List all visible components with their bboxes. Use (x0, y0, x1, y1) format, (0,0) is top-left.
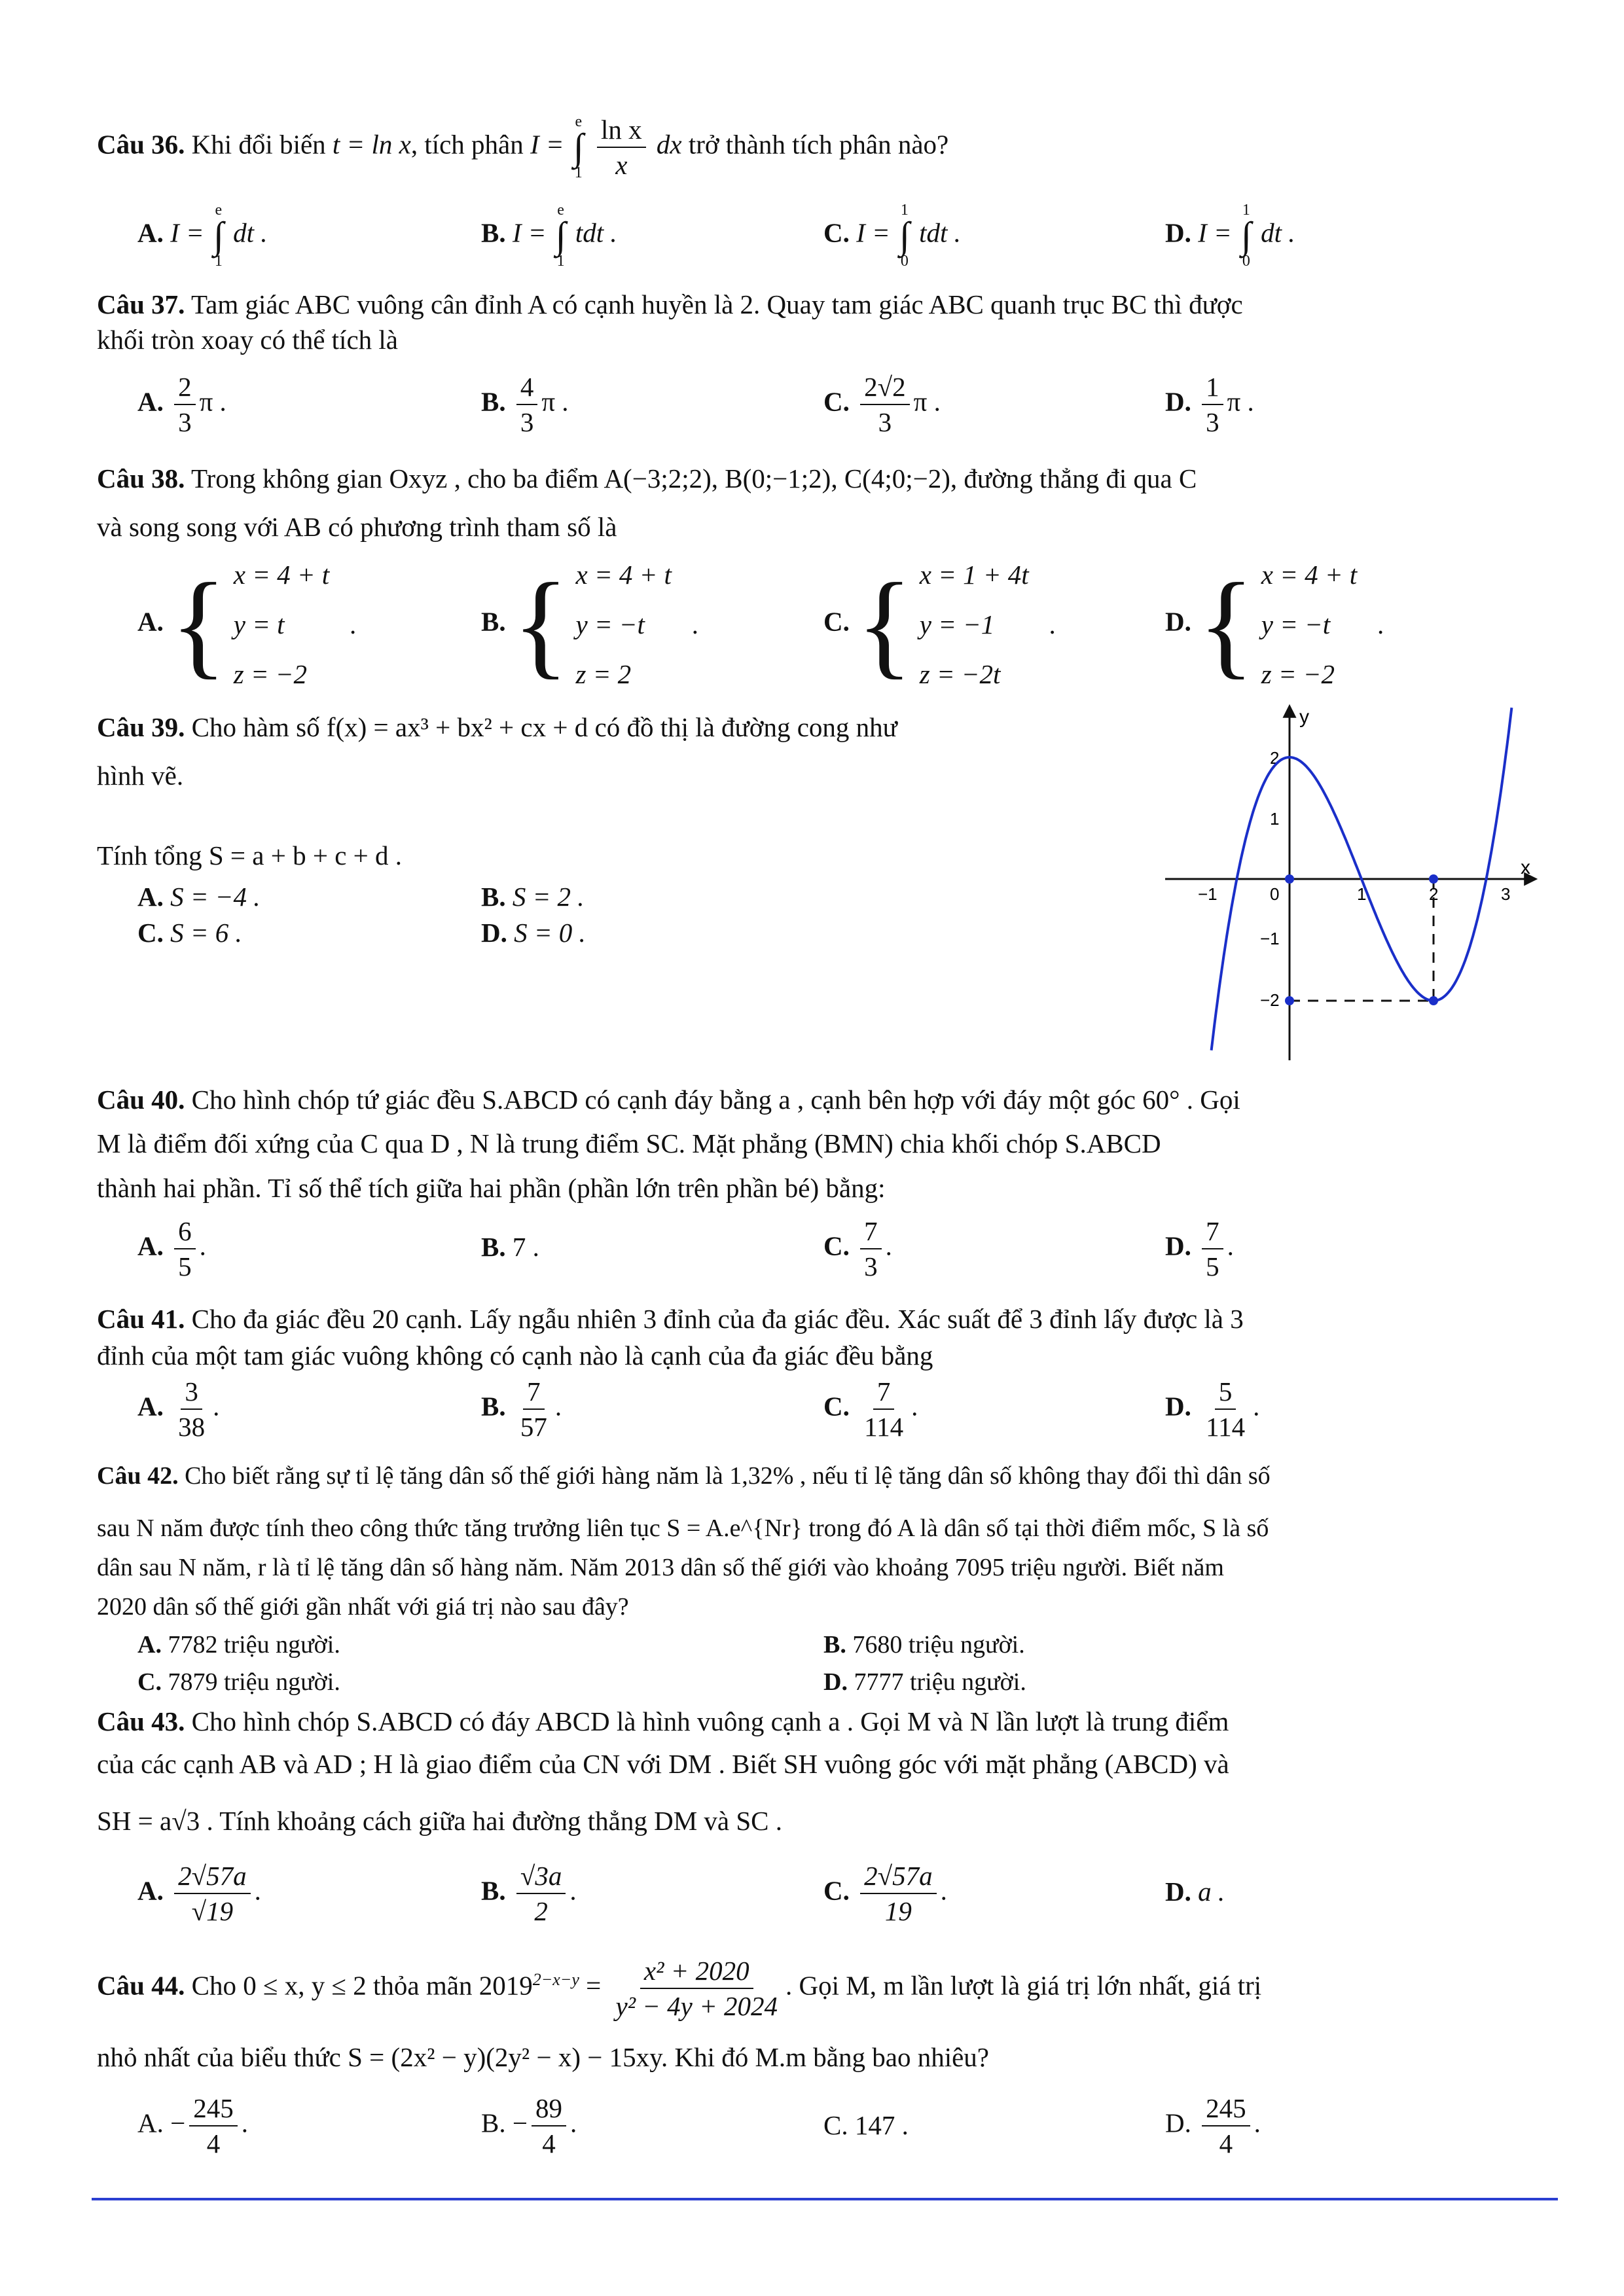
option-lhs: I = (512, 217, 547, 248)
numerator: 89 (532, 2091, 566, 2126)
left-brace: { (1198, 559, 1255, 689)
denominator: 3 (864, 1251, 878, 1282)
point-local-min (1429, 996, 1438, 1005)
q37-line1: Tam giác ABC vuông cân đỉnh A có cạnh huyền là 2. Quay tam giác ABC quanh trục BC thì được (190, 289, 1243, 319)
q36-substitution: t = ln x (332, 129, 411, 160)
denominator: 5 (178, 1251, 192, 1282)
q36-text-a: Khi đổi biến (191, 129, 326, 160)
point-origin (1285, 874, 1294, 884)
lower-limit: 0 (900, 253, 909, 270)
option-label: B. (481, 1232, 506, 1262)
q42-option-c[interactable] (137, 1666, 340, 1698)
option-label: D. (1165, 386, 1191, 417)
option-label: C. (823, 1391, 850, 1422)
option-label: D. (481, 918, 507, 948)
q40-option-d[interactable] (1165, 1214, 1234, 1283)
left-brace: { (856, 559, 913, 689)
option-body: tdt . (575, 217, 617, 248)
q44-pre: Cho 0 ≤ x, y ≤ 2 thỏa mãn 2019 (191, 1970, 533, 2001)
option-label: D. (1165, 1230, 1191, 1261)
option-label: C. (823, 386, 850, 417)
equation: y = −t (575, 609, 645, 639)
option-tail: . (1227, 1230, 1234, 1261)
equation: x = 4 + t (575, 560, 672, 590)
q36-text-c: trở thành tích phân nào? (688, 129, 949, 160)
q39-line1: Cho hàm số f(x) = ax³ + bx² + cx + d có đồ thị là đường cong như (191, 712, 897, 742)
point-x2-axis (1429, 874, 1438, 884)
tick-x3: 3 (1501, 884, 1511, 904)
q38-option-b[interactable]: B. { x = 4 + t y = −t z = 2 . (481, 550, 698, 699)
equation-system (1261, 550, 1357, 699)
q44-label: Câu 44. (97, 1970, 185, 2001)
q44-option-c[interactable] (823, 2109, 909, 2142)
numerator: 5 (1215, 1374, 1236, 1410)
q36-text-b: , tích phân (410, 129, 524, 160)
option-label: B. (481, 386, 506, 417)
option-fraction (174, 1374, 209, 1444)
q44-option-d[interactable] (1165, 2091, 1261, 2161)
option-fraction (860, 1859, 937, 1928)
equation-system (576, 550, 672, 699)
q39-line3: Tính tổng S = a + b + c + d . (97, 840, 403, 870)
q43-option-c[interactable] (823, 1859, 947, 1928)
upper-limit: 1 (900, 202, 909, 219)
denominator: 114 (864, 1412, 904, 1442)
q44-exponent: 2−x−y (532, 1969, 579, 1989)
point-y-minus2 (1285, 996, 1294, 1005)
tick-ym1: −1 (1260, 929, 1280, 948)
option-label: D. (1165, 2108, 1191, 2138)
q36-integrand (597, 113, 646, 182)
integral-sign: ∫ (573, 126, 584, 168)
option-integral (899, 202, 910, 270)
option-label: A. (137, 1391, 164, 1422)
option-label: D. (1165, 606, 1191, 637)
option-tail: . (554, 1391, 562, 1422)
option-tail: . (254, 1875, 261, 1906)
upper-limit: e (215, 202, 223, 219)
q39-option-b[interactable] (481, 880, 585, 913)
denominator: 4 (542, 2128, 556, 2159)
q42-line3: dân sau N năm, r là tỉ lệ tăng dân số hàng năm. Năm 2013 dân số thế giới vào khoảng 7095 triệu người. Biết năm (97, 1554, 1224, 1581)
q38-option-d[interactable]: D. { x = 4 + t y = −t z = −2 . (1165, 550, 1384, 699)
option-label: A. (137, 2108, 164, 2138)
option-fraction (174, 1214, 196, 1283)
option-text: 7782 triệu người. (168, 1631, 340, 1659)
integral-sign: ∫ (1240, 214, 1252, 257)
q43-label: Câu 43. (97, 1706, 185, 1736)
q36-integral-lhs: I = (530, 129, 564, 160)
equation: z = −2t (919, 659, 1001, 689)
option-tail: . (1254, 2108, 1261, 2138)
integral-sign: ∫ (899, 214, 910, 257)
q37-label: Câu 37. (97, 289, 185, 319)
integral-sign: ∫ (213, 214, 224, 257)
q41-option-d[interactable] (1165, 1374, 1259, 1444)
option-fraction (1202, 1214, 1223, 1283)
option-fraction (860, 1214, 882, 1283)
option-tail: . (885, 1230, 892, 1261)
option-fraction (516, 1374, 551, 1444)
option-tail: . (911, 1391, 918, 1422)
integral-sign: ∫ (555, 214, 566, 257)
q44-den: y² − 4y + 2024 (615, 1991, 778, 2021)
option-label: A. (137, 1631, 162, 1659)
option-label: C. (823, 2110, 848, 2140)
equation: x = 4 + t (1261, 560, 1358, 590)
q38-line1: Trong không gian Oxyz , cho ba điểm A(−3;2;2), B(0;−1;2), C(4;0;−2), đường thẳng đi qua C (190, 463, 1197, 493)
option-fraction (860, 1374, 907, 1444)
left-brace: { (170, 559, 227, 689)
denominator: 4 (1219, 2128, 1233, 2159)
option-tail: . (569, 2108, 577, 2138)
q43-line1: Cho hình chóp S.ABCD có đáy ABCD là hình vuông cạnh a . Gọi M và N lần lượt là trung điểm (191, 1706, 1229, 1736)
tick-xm1: −1 (1198, 884, 1218, 904)
numerator: 7 (873, 1374, 895, 1410)
option-text: S = 6 . (170, 918, 242, 948)
option-body: tdt . (919, 217, 961, 248)
y-axis-label: y (1299, 706, 1309, 728)
q36-lower: 1 (574, 164, 583, 181)
q37-line2: khối tròn xoay có thể tích là (97, 325, 398, 355)
equation: y = −1 (919, 609, 995, 639)
q36-option-b[interactable] (481, 202, 617, 270)
option-text: S = −4 . (170, 882, 261, 912)
q42-option-b[interactable] (823, 1628, 1025, 1661)
option-tail: π . (541, 386, 569, 417)
q36-dx: dx (656, 129, 682, 160)
q36-option-c[interactable] (823, 202, 961, 270)
q38-stem-line1 (97, 462, 1197, 495)
equation: z = −2 (233, 659, 308, 689)
q40-line2: M là điểm đối xứng của C qua D , N là trung điểm SC. Mặt phẳng (BMN) chia khối chóp S.ABCD (97, 1128, 1161, 1158)
option-label: C. (137, 1668, 162, 1696)
q36-num: ln x (597, 113, 646, 148)
option-lhs: I = (856, 217, 890, 248)
option-sign: − (170, 2108, 186, 2138)
q44-num: x² + 2020 (640, 1954, 753, 1989)
q36-den: x (615, 150, 628, 180)
q44-line2: nhỏ nhất của biểu thức S = (2x² − y)(2y² − x) − 15xy. Khi đó M.m bằng bao nhiêu? (97, 2042, 989, 2072)
tick-y1: 1 (1270, 809, 1280, 829)
option-text: 7680 triệu người. (852, 1631, 1025, 1659)
q38-option-c[interactable]: C. { x = 1 + 4t y = −1 z = −2t . (823, 550, 1056, 699)
option-tail: . (569, 1875, 577, 1906)
option-fraction (860, 370, 910, 439)
denominator: 57 (520, 1412, 547, 1442)
q43-option-a[interactable] (137, 1859, 261, 1928)
equation-system (920, 550, 1029, 699)
equation: z = −2 (1261, 659, 1335, 689)
numerator: 2 (174, 370, 196, 405)
equation-system (234, 550, 329, 699)
option-tail: . (1253, 1391, 1260, 1422)
upper-limit: e (557, 202, 564, 219)
option-label: B. (823, 1631, 846, 1659)
option-fraction (516, 370, 538, 439)
q37-option-d[interactable] (1165, 370, 1254, 439)
denominator: 19 (884, 1896, 912, 1926)
option-lhs: I = (170, 217, 204, 248)
option-body: dt . (1261, 217, 1295, 248)
option-text: 7879 triệu người. (168, 1668, 340, 1696)
q39-label: Câu 39. (97, 712, 185, 742)
q36-upper: e (575, 113, 583, 130)
q43-line3: SH = a√3 . Tính khoảng cách giữa hai đường thẳng DM và SC . (97, 1806, 783, 1836)
option-label: A. (137, 1875, 164, 1906)
option-label: A. (137, 882, 164, 912)
numerator: 4 (516, 370, 538, 405)
q39-option-c[interactable] (137, 916, 242, 949)
q39-stem-line1 (97, 711, 897, 744)
option-fraction (1202, 1374, 1249, 1444)
option-integral (213, 202, 224, 270)
numerator: √3a (516, 1859, 566, 1894)
lower-limit: 0 (1242, 253, 1250, 270)
option-fraction (174, 370, 196, 439)
q43-option-d[interactable] (1165, 1875, 1225, 1908)
option-text: 147 . (854, 2110, 909, 2140)
option-label: B. (481, 2108, 506, 2138)
option-fraction (516, 1859, 566, 1928)
option-label: A. (137, 386, 164, 417)
equation: y = −t (1261, 609, 1331, 639)
denominator: 5 (1206, 1251, 1219, 1282)
option-tail: . (213, 1391, 220, 1422)
denominator: 3 (878, 407, 892, 437)
q44-fraction (612, 1954, 782, 2023)
q43-line2: của các cạnh AB và AD ; H là giao điểm của CN với DM . Biết SH vuông góc với mặt phẳng (ABCD) và (97, 1749, 1229, 1779)
q39-option-d[interactable] (481, 916, 586, 949)
option-text: 7777 triệu người. (854, 1668, 1026, 1696)
q42-option-d[interactable] (823, 1666, 1026, 1698)
q39-option-a[interactable] (137, 880, 260, 913)
equation: x = 1 + 4t (919, 560, 1029, 590)
option-label: A. (137, 1230, 164, 1261)
q40-line3: thành hai phần. Tỉ số thể tích giữa hai phần (phần lớn trên phần bé) bằng: (97, 1173, 886, 1203)
lower-limit: 1 (214, 253, 223, 270)
numerator: 245 (1202, 2091, 1250, 2126)
cubic-graph (1159, 697, 1551, 1064)
option-label: B. (481, 1875, 506, 1906)
equation: y = t (233, 609, 285, 639)
q42-line4: 2020 dân số thế giới gần nhất với giá trị nào sau đây? (97, 1593, 629, 1621)
q40-option-a[interactable] (137, 1214, 206, 1283)
option-text: a . (1198, 1876, 1225, 1907)
tick-origin: 0 (1270, 884, 1280, 904)
denominator: 3 (1206, 407, 1219, 437)
q38-label: Câu 38. (97, 463, 185, 493)
q42-stem-line1 (97, 1460, 1271, 1492)
q41-option-a[interactable] (137, 1374, 219, 1444)
option-fraction (1202, 370, 1223, 439)
q36-label: Câu 36. (97, 129, 185, 160)
option-label: B. (481, 217, 506, 248)
option-body: dt . (233, 217, 268, 248)
tick-y2: 2 (1270, 748, 1280, 768)
q36-option-d[interactable] (1165, 202, 1295, 270)
q36-stem (97, 113, 948, 182)
option-fraction (532, 2091, 566, 2161)
q43-option-b[interactable] (481, 1859, 577, 1928)
tick-x2: 2 (1429, 884, 1439, 904)
tick-x1: 1 (1357, 884, 1367, 904)
denominator: 4 (206, 2128, 221, 2159)
option-label: B. (481, 1391, 506, 1422)
q44-option-a[interactable] (137, 2091, 248, 2161)
q41-stem-line1 (97, 1302, 1244, 1335)
equation: z = 2 (575, 659, 632, 689)
option-tail: π . (1227, 386, 1254, 417)
option-label: C. (823, 217, 850, 248)
option-label: A. (137, 606, 164, 637)
option-label: D. (1165, 217, 1191, 248)
q38-option-a[interactable]: A. { x = 4 + t y = t z = −2 . (137, 550, 356, 699)
denominator: 114 (1206, 1412, 1246, 1442)
numerator: 2√2 (860, 370, 910, 405)
q37-option-c[interactable] (823, 370, 941, 439)
upper-limit: 1 (1242, 202, 1250, 219)
q42-line2: sau N năm được tính theo công thức tăng trưởng liên tục S = A.e^{Nr} trong đó A là dân số tại thời điểm mốc, S là số (97, 1515, 1269, 1542)
option-label: C. (823, 1230, 850, 1261)
q37-stem-line1 (97, 288, 1243, 321)
q44-post: . Gọi M, m lần lượt là giá trị lớn nhất, giá trị (785, 1970, 1262, 2001)
tick-ym2: −2 (1260, 990, 1280, 1010)
option-label: C. (823, 606, 850, 637)
denominator: 2 (534, 1896, 548, 1926)
option-integral (556, 202, 566, 270)
footer-rule (92, 2198, 1558, 2200)
option-sign: − (512, 2108, 528, 2138)
option-tail: π . (199, 386, 226, 417)
option-label: D. (1165, 1391, 1191, 1422)
numerator: 7 (860, 1214, 882, 1249)
q39-line2: hình vẽ. (97, 761, 184, 791)
q41-option-c[interactable] (823, 1374, 918, 1444)
option-label: D. (1165, 1876, 1191, 1907)
q40-line1: Cho hình chóp tứ giác đều S.ABCD có cạnh đáy bằng a , cạnh bên hợp với đáy một góc 60° . Gọi (191, 1085, 1240, 1115)
x-axis-label: x (1521, 857, 1530, 878)
q42-line1: Cho biết rằng sự tỉ lệ tăng dân số thế giới hàng năm là 1,32% , nếu tỉ lệ tăng dân số không thay đổi thì dân số (185, 1462, 1271, 1490)
option-label: B. (481, 606, 506, 637)
option-tail: . (940, 1875, 947, 1906)
left-brace: { (512, 559, 569, 689)
q40-option-c[interactable] (823, 1214, 892, 1283)
denominator: 3 (178, 407, 192, 437)
numerator: 3 (181, 1374, 202, 1410)
option-tail: π . (913, 386, 941, 417)
q40-stem-line1 (97, 1083, 1240, 1116)
q38-line2: và song song với AB có phương trình tham số là (97, 512, 617, 542)
option-text: S = 0 . (514, 918, 586, 948)
q37-option-b[interactable] (481, 370, 569, 439)
q36-option-a[interactable] (137, 202, 267, 270)
q43-stem-line1 (97, 1705, 1229, 1738)
option-lhs: I = (1198, 217, 1232, 248)
option-tail: . (199, 1230, 206, 1261)
option-fraction (1202, 2091, 1250, 2161)
numerator: 2√57a (174, 1859, 251, 1894)
q41-line1: Cho đa giác đều 20 cạnh. Lấy ngẫu nhiên 3 đỉnh của đa giác đều. Xác suất để 3 đỉnh lấy được là 3 (191, 1304, 1244, 1334)
numerator: 245 (189, 2091, 238, 2126)
numerator: 1 (1202, 370, 1223, 405)
denominator: 38 (178, 1412, 206, 1442)
numerator: 7 (523, 1374, 545, 1410)
option-label: D. (823, 1668, 848, 1696)
option-fraction (174, 1859, 251, 1928)
q44-eq: = (586, 1970, 602, 2001)
option-text: 7 . (512, 1232, 539, 1262)
numerator: 6 (174, 1214, 196, 1249)
option-tail: . (241, 2108, 248, 2138)
option-label: B. (481, 882, 506, 912)
denominator: √19 (191, 1896, 234, 1926)
q44-stem-line1 (97, 1954, 1261, 2023)
q40-label: Câu 40. (97, 1085, 185, 1115)
equation: x = 4 + t (233, 560, 330, 590)
option-text: S = 2 . (512, 882, 585, 912)
q44-option-b[interactable] (481, 2091, 577, 2161)
q42-option-a[interactable] (137, 1628, 340, 1661)
option-label: A. (137, 217, 164, 248)
q36-integral (573, 113, 584, 181)
option-label: C. (823, 1875, 850, 1906)
option-fraction (189, 2091, 238, 2161)
q37-option-a[interactable] (137, 370, 226, 439)
option-integral (1241, 202, 1252, 270)
q41-option-b[interactable] (481, 1374, 562, 1444)
numerator: 7 (1202, 1214, 1223, 1249)
q40-option-b[interactable] (481, 1230, 539, 1263)
q41-label: Câu 41. (97, 1304, 185, 1334)
option-label: C. (137, 918, 164, 948)
q41-line2: đỉnh của một tam giác vuông không có cạnh nào là cạnh của đa giác đều bằng (97, 1340, 933, 1371)
lower-limit: 1 (556, 253, 565, 270)
denominator: 3 (520, 407, 534, 437)
numerator: 2√57a (860, 1859, 937, 1894)
q42-label: Câu 42. (97, 1462, 179, 1490)
